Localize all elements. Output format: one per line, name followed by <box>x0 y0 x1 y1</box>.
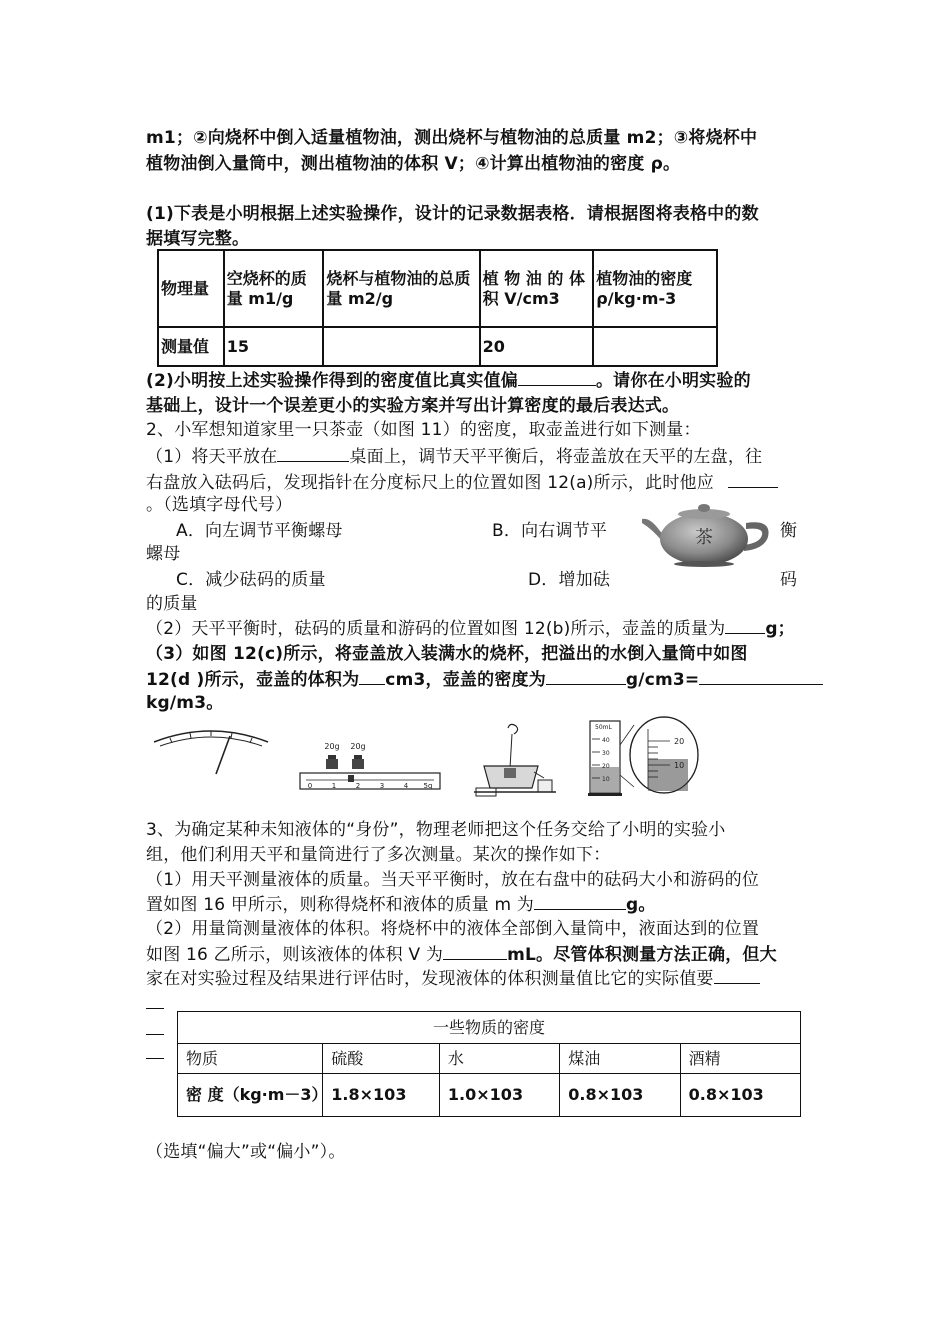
table-header-cell: 物质 <box>178 1044 323 1074</box>
text-segment: 衡 <box>780 521 798 541</box>
cylinder-tick: 30 <box>602 750 610 757</box>
table-cell: 1.8×103 <box>323 1074 440 1117</box>
answer-blank[interactable] <box>725 615 765 634</box>
text-line <box>146 941 812 968</box>
text-line: m1；②向烧杯中倒入适量植物油，测出烧杯与植物油的总质量 m2；③将烧杯中 <box>146 128 758 148</box>
table-cell: 密 度（kg·m－3） <box>178 1074 323 1117</box>
answer-blank[interactable] <box>146 1058 164 1059</box>
text-segment: 桌面上，调节天平平衡后，将壶盖放在天平的左盘，往 <box>349 447 763 467</box>
record-table <box>157 249 718 367</box>
weights-figure <box>298 735 444 793</box>
text-line: 基础上，设计一个误差更小的实验方案并写出计算密度的最后表达式。 <box>146 396 680 416</box>
table-cell: 植 物 油 的 体积 V/cm3 <box>480 250 594 327</box>
scale-label: 0 <box>307 782 313 790</box>
table-cell: 15 <box>224 327 324 366</box>
answer-blank[interactable] <box>443 941 507 960</box>
text-line: （3）如图 12(c)所示，将壶盖放入装满水的烧杯，把溢出的水倒入量筒中如图 <box>146 644 748 664</box>
beaker-figure <box>468 722 558 798</box>
text-line: 3、为确定某种未知液体的“身份”，物理老师把这个任务交给了小明的实验小 <box>146 820 726 840</box>
zoom-tick: 20 <box>674 737 685 746</box>
table-cell: 空烧杯的质量 m1/g <box>224 250 324 327</box>
table-cell: 烧杯与植物油的总质量 m2/g <box>323 250 479 327</box>
text-line <box>146 666 812 693</box>
text-line: 植物油倒入量筒中，测出植物油的体积 V；④计算出植物油的密度 ρ。 <box>146 154 681 174</box>
table-cell[interactable] <box>593 327 717 366</box>
scale-label: 4 <box>403 782 409 790</box>
text-line: 螺母 <box>146 544 181 564</box>
text-segment: g； <box>765 619 795 639</box>
table-header-cell: 硫酸 <box>323 1044 440 1074</box>
cylinder-tick: 40 <box>602 737 610 744</box>
answer-blank[interactable] <box>534 891 626 910</box>
measuring-cylinder-figure <box>586 715 700 797</box>
option-d[interactable]: D．增加砝 <box>528 570 611 590</box>
weight-label: 20g <box>350 742 366 751</box>
text-segment: g/cm3= <box>625 670 700 690</box>
teapot-label: 茶 <box>695 527 713 548</box>
answer-blank[interactable] <box>546 666 626 685</box>
option-c[interactable]: C．减少砝码的质量 <box>176 570 326 590</box>
text-line: kg/m3。 <box>146 693 224 713</box>
text-line: （2）用量筒测量液体的体积。将烧杯中的液体全部倒入量筒中，液面达到的位置 <box>146 919 760 939</box>
table-header-cell: 水 <box>439 1044 559 1074</box>
text-line <box>146 965 812 992</box>
scale-label: 3 <box>379 782 385 790</box>
text-segment: 码 <box>780 570 798 590</box>
text-segment: mL。尽管体积测量方法正确，但大 <box>507 945 777 965</box>
text-line <box>146 615 812 642</box>
text-segment: g。 <box>626 895 656 915</box>
text-line: 的质量 <box>146 594 198 614</box>
cylinder-tick: 10 <box>602 776 610 783</box>
text-segment: 置如图 16 甲所示，则称得烧杯和液体的质量 m 为 <box>146 895 535 915</box>
scale-label: 1 <box>331 782 337 790</box>
text-line <box>146 891 812 918</box>
balance-scale-figure <box>150 722 272 778</box>
table-cell: 20 <box>480 327 594 366</box>
text-segment: 如图 16 乙所示，则该液体的体积 V 为 <box>146 945 444 965</box>
text-line <box>146 443 812 470</box>
table-cell: 0.8×103 <box>560 1074 680 1117</box>
text-line: (1)下表是小明根据上述实验操作，设计的记录数据表格．请根据图将表格中的数 <box>146 204 759 224</box>
answer-blank[interactable] <box>699 666 823 685</box>
answer-blank[interactable] <box>146 1034 164 1035</box>
table-cell: 0.8×103 <box>680 1074 800 1117</box>
table-cell: 物理量 <box>158 250 224 327</box>
table-header-cell: 酒精 <box>680 1044 800 1074</box>
answer-blank[interactable] <box>714 965 760 984</box>
text-segment: cm3，壶盖的密度为 <box>385 670 546 690</box>
scale-label: 2 <box>355 782 361 790</box>
text-segment: 家在对实验过程及结果进行评估时，发现液体的体积测量值比它的实际值要 <box>146 969 714 989</box>
cylinder-tick: 20 <box>602 763 610 770</box>
text-line: 据填写完整。 <box>146 229 250 249</box>
option-a[interactable]: A．向左调节平衡螺母 <box>176 521 343 541</box>
text-line: 组，他们利用天平和量筒进行了多次测量。某次的操作如下： <box>146 845 611 865</box>
table-header-cell: 煤油 <box>560 1044 680 1074</box>
table-cell[interactable] <box>323 327 479 366</box>
option-b[interactable]: B．向右调节平 <box>492 521 608 541</box>
cylinder-capacity: 50mL <box>595 724 612 731</box>
answer-blank[interactable] <box>359 666 385 685</box>
table-cell: 植物油的密度 ρ/kg·m-3 <box>593 250 717 327</box>
text-line <box>146 367 812 394</box>
text-segment: 。请你在小明实验的 <box>595 371 751 391</box>
answer-blank[interactable] <box>277 443 349 462</box>
text-segment: （2）天平平衡时，砝码的质量和游码的位置如图 12(b)所示，壶盖的质量为 <box>146 619 726 639</box>
text-segment: 12(d )所示，壶盖的体积为 <box>146 670 360 690</box>
table-cell: 测量值 <box>158 327 224 366</box>
text-segment: （1）将天平放在 <box>146 447 278 467</box>
zoom-tick: 10 <box>674 761 685 770</box>
table-cell: 1.0×103 <box>439 1074 559 1117</box>
text-line: 。（选填字母代号） <box>146 495 293 515</box>
text-segment: (2)小明按上述实验操作得到的密度值比真实值偏 <box>146 371 518 391</box>
density-table <box>177 1011 801 1117</box>
answer-blank[interactable] <box>146 1008 164 1009</box>
table-title: 一些物质的密度 <box>178 1012 801 1044</box>
weight-label: 20g <box>324 742 340 751</box>
teapot-image <box>636 497 776 569</box>
text-line: （选填“偏大”或“偏小”）。 <box>146 1142 346 1162</box>
text-line: （1）用天平测量液体的质量。当天平平衡时，放在右盘中的砝码大小和游码的位 <box>146 870 760 890</box>
answer-blank[interactable] <box>728 469 778 488</box>
text-line: 2、小军想知道家里一只茶壶（如图 11）的密度，取壶盖进行如下测量： <box>146 420 701 440</box>
answer-blank[interactable] <box>518 367 596 386</box>
text-segment: 右盘放入砝码后，发现指针在分度标尺上的位置如图 12(a)所示，此时他应 <box>146 473 714 493</box>
scale-label: 5g <box>423 782 433 790</box>
